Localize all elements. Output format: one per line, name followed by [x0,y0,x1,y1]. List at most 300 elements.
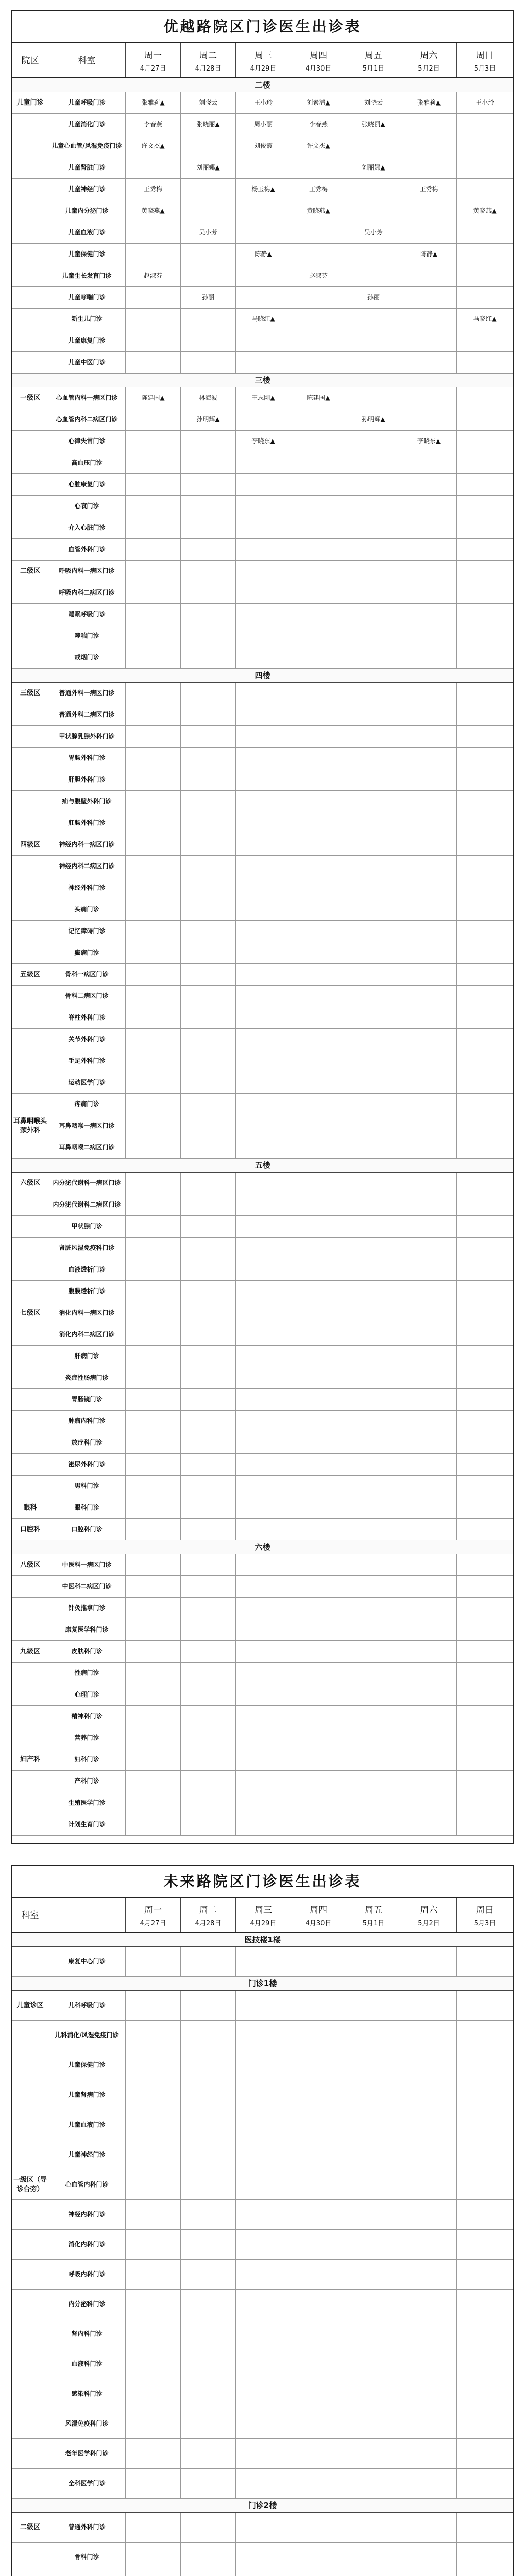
doctor-cell [291,2110,346,2140]
table-row [12,496,513,517]
header-cell [401,1898,457,1932]
floor-band: 五楼 [12,1159,513,1173]
doctor-cell [401,1173,457,1194]
doctor-cell [291,244,346,265]
header-cell [457,1898,513,1932]
header-date: 4月27日 [140,1920,166,1927]
doctor-cell [126,1259,181,1280]
header-cell [346,43,401,77]
doctor-cell [346,1497,401,1518]
doctor-cell [291,1050,346,1072]
doctor-cell [401,1137,457,1158]
doctor-cell [236,834,291,855]
area-cell [12,265,48,286]
doctor-cell [181,1684,236,1705]
doctor-cell [457,1259,513,1280]
table-row [12,1663,513,1684]
area-cell [12,1137,48,1158]
doctor-cell [236,539,291,560]
doctor-cell [401,517,457,538]
doctor-cell [457,1991,513,2020]
area-cell [12,1476,48,1497]
doctor-cell [126,431,181,452]
doctor-cell [126,517,181,538]
table-row [12,834,513,856]
table-row [12,1519,513,1540]
department-cell: 心衰门诊 [48,496,126,517]
doctor-cell [181,1173,236,1194]
doctor-cell [457,877,513,899]
doctor-cell [401,2319,457,2349]
table-row [12,1991,513,2021]
header-cell [457,43,513,77]
table-header [12,43,513,78]
header-weekday: 周三 [255,50,272,61]
doctor-cell [401,114,457,135]
doctor-cell [291,2469,346,2498]
header-date: 4月28日 [195,65,222,73]
doctor-cell: 李晓东▲ [236,431,291,452]
area-cell [12,352,48,373]
doctor-cell [401,409,457,430]
doctor-cell [236,921,291,942]
doctor-cell [401,539,457,560]
doctor-cell [291,2290,346,2319]
doctor-cell [126,1094,181,1115]
doctor-cell [236,517,291,538]
doctor-cell [346,2409,401,2438]
doctor-cell [457,2319,513,2349]
doctor-cell [291,474,346,495]
doctor-cell [346,834,401,855]
doctor-cell [401,1072,457,1093]
doctor-cell [401,1554,457,1575]
doctor-cell [181,986,236,1007]
doctor-cell: 张晓丽▲ [346,114,401,135]
doctor-cell [181,1576,236,1597]
doctor-cell [181,1094,236,1115]
doctor-cell: 刘丽娜▲ [181,157,236,178]
department-cell: 肝病门诊 [48,1346,126,1367]
department-cell: 心血管内科门诊 [48,2170,126,2199]
table-row [12,431,513,452]
doctor-cell [181,877,236,899]
doctor-cell [457,222,513,243]
doctor-cell [181,1346,236,1367]
department-cell: 针灸推拿门诊 [48,1598,126,1619]
doctor-cell [291,834,346,855]
doctor-cell [126,1727,181,1749]
doctor-cell [126,222,181,243]
doctor-cell [457,114,513,135]
area-cell [12,2469,48,2498]
doctor-cell [291,748,346,769]
department-cell: 儿童哮喘门诊 [48,287,126,308]
area-cell [12,1706,48,1727]
area-cell: 儿童门诊 [12,92,48,113]
header-weekday: 周日 [476,1905,494,1916]
doctor-cell [181,2409,236,2438]
area-cell [12,2439,48,2468]
department-cell: 耳鼻咽喉一病区门诊 [48,1115,126,1137]
doctor-cell [181,135,236,157]
doctor-cell: 孙明辉▲ [346,409,401,430]
doctor-cell [346,2290,401,2319]
floor-band: 四楼 [12,669,513,683]
header-cell [401,43,457,77]
doctor-cell [236,1727,291,1749]
doctor-cell [181,582,236,603]
table-row [12,1598,513,1619]
table-row [12,1259,513,1281]
doctor-cell [236,769,291,790]
doctor-cell [236,265,291,286]
doctor-cell [126,647,181,668]
department-cell: 消化内科门诊 [48,2230,126,2259]
doctor-cell [181,330,236,351]
doctor-cell [401,1519,457,1540]
doctor-cell [457,769,513,790]
sheet-title: 未来路院区门诊医生出诊表 [12,1866,513,1898]
header-weekday: 周三 [255,1905,272,1916]
table-row [12,539,513,561]
doctor-cell [181,856,236,877]
table-row [12,726,513,748]
area-cell [12,921,48,942]
area-cell: 耳鼻咽喉头颈外科 [12,1115,48,1137]
department-cell: 儿科呼吸门诊 [48,1991,126,2020]
doctor-cell [346,1454,401,1475]
doctor-cell [181,561,236,582]
doctor-cell [181,2050,236,2080]
doctor-cell [401,1432,457,1453]
doctor-cell [346,964,401,985]
department-cell: 儿童内分泌门诊 [48,200,126,222]
doctor-cell [401,2572,457,2576]
department-cell: 肝胆外科门诊 [48,769,126,790]
doctor-cell [291,1641,346,1662]
doctor-cell [236,1771,291,1792]
header-weekday: 周五 [365,1905,382,1916]
doctor-cell [126,1598,181,1619]
doctor-cell [181,1771,236,1792]
doctor-cell [236,899,291,920]
table-row [12,474,513,496]
doctor-cell [236,1454,291,1475]
doctor-cell [236,1684,291,1705]
doctor-cell [346,604,401,625]
doctor-cell [126,1519,181,1540]
doctor-cell [457,1771,513,1792]
area-cell [12,474,48,495]
doctor-cell [181,748,236,769]
area-cell [12,2110,48,2140]
doctor-cell [457,2140,513,2170]
doctor-cell [126,409,181,430]
doctor-cell [126,748,181,769]
doctor-cell [236,2230,291,2259]
doctor-cell [181,1432,236,1453]
department-cell: 康复中心门诊 [48,1947,126,1976]
doctor-cell [126,1684,181,1705]
doctor-cell [401,1684,457,1705]
department-cell: 儿童保健门诊 [48,244,126,265]
doctor-cell [291,582,346,603]
area-cell [12,1194,48,1215]
header-weekday: 周四 [310,1905,327,1916]
doctor-cell [346,387,401,409]
doctor-cell [346,877,401,899]
doctor-cell [181,2230,236,2259]
header-cell [48,43,126,77]
doctor-cell [457,625,513,647]
header-weekday: 周二 [199,1905,217,1916]
doctor-cell [401,1706,457,1727]
doctor-cell [236,1302,291,1324]
doctor-cell: 许文杰▲ [291,135,346,157]
doctor-cell [181,2543,236,2572]
table-row [12,1072,513,1094]
table-row [12,2260,513,2290]
doctor-cell [236,1814,291,1835]
doctor-cell [346,899,401,920]
doctor-cell [346,2379,401,2409]
doctor-cell [401,2200,457,2229]
table-row [12,2110,513,2140]
doctor-cell [236,2140,291,2170]
department-cell: 内分泌科门诊 [48,2290,126,2319]
doctor-cell [181,1947,236,1976]
doctor-cell [401,452,457,473]
doctor-cell [126,942,181,963]
department-cell: 肾脏风湿免疫科门诊 [48,1238,126,1259]
doctor-cell [346,561,401,582]
sheet-weilai [11,1865,514,2576]
doctor-cell [401,1771,457,1792]
area-cell [12,1454,48,1475]
doctor-cell [401,2290,457,2319]
doctor-cell [346,265,401,286]
doctor-cell [401,856,457,877]
doctor-cell [401,561,457,582]
doctor-cell [291,309,346,330]
doctor-cell [236,704,291,725]
table-row [12,92,513,114]
header-cell [181,1898,236,1932]
area-cell [12,2543,48,2572]
doctor-cell [457,474,513,495]
table-row [12,683,513,704]
doctor-cell [126,1050,181,1072]
table-row [12,704,513,726]
doctor-cell: 吴小芳 [346,222,401,243]
area-cell [12,1072,48,1093]
area-cell [12,942,48,963]
doctor-cell [346,625,401,647]
doctor-cell [346,2260,401,2289]
doctor-cell [236,2110,291,2140]
header-date: 4月28日 [195,1920,222,1927]
header-cell [346,1898,401,1932]
header-date: 5月3日 [473,65,496,73]
doctor-cell [346,1684,401,1705]
department-cell: 炎症性肠病门诊 [48,1367,126,1388]
doctor-cell [346,2230,401,2259]
doctor-cell [236,1389,291,1410]
doctor-cell [401,200,457,222]
doctor-cell [401,1497,457,1518]
doctor-cell [126,2110,181,2140]
department-cell: 儿童神经门诊 [48,2140,126,2170]
doctor-cell: 孙丽 [346,287,401,308]
department-cell: 疝与腹壁外科门诊 [48,791,126,812]
doctor-cell [126,2140,181,2170]
table-row [12,769,513,791]
department-cell: 儿童血液门诊 [48,222,126,243]
doctor-cell [457,2080,513,2110]
doctor-cell [181,539,236,560]
doctor-cell [236,2021,291,2050]
table-row [12,2290,513,2319]
header-date: 5月3日 [473,1920,496,1927]
doctor-cell [457,1749,513,1770]
doctor-cell [457,179,513,200]
doctor-cell [126,2513,181,2542]
header-date: 5月1日 [362,65,385,73]
doctor-cell [401,791,457,812]
area-cell: 妇产科 [12,1749,48,1770]
table-row [12,1007,513,1029]
doctor-cell: 吴小芳 [181,222,236,243]
doctor-cell [401,899,457,920]
floor-band: 二楼 [12,78,513,92]
doctor-cell [457,2170,513,2199]
department-cell: 儿科消化/风湿免疫门诊 [48,2021,126,2050]
doctor-cell [236,1947,291,1976]
doctor-cell [181,791,236,812]
doctor-cell [457,1302,513,1324]
doctor-cell [291,2572,346,2576]
department-cell [48,2572,126,2576]
table-row [12,1947,513,1977]
department-cell: 新生儿门诊 [48,309,126,330]
table-row [12,452,513,474]
doctor-cell [346,496,401,517]
doctor-cell [346,1216,401,1237]
doctor-cell [457,582,513,603]
doctor-cell [181,1991,236,2020]
doctor-cell [457,2050,513,2080]
doctor-cell [291,1432,346,1453]
area-cell: 儿童诊区 [12,1991,48,2020]
area-cell [12,726,48,747]
table-row [12,179,513,200]
doctor-cell [291,1706,346,1727]
doctor-cell [126,1115,181,1137]
doctor-cell [346,791,401,812]
doctor-cell [181,726,236,747]
table-row [12,921,513,942]
doctor-cell: 张雅莉▲ [126,92,181,113]
doctor-cell [236,1346,291,1367]
department-cell: 高血压门诊 [48,452,126,473]
doctor-cell [457,539,513,560]
doctor-cell [291,431,346,452]
doctor-cell [291,2260,346,2289]
doctor-cell [181,452,236,473]
area-cell: 三级区 [12,683,48,704]
doctor-cell [401,834,457,855]
doctor-cell [126,1476,181,1497]
doctor-cell [457,604,513,625]
doctor-cell [346,2349,401,2379]
doctor-cell [291,1115,346,1137]
table-row [12,561,513,582]
doctor-cell [291,683,346,704]
doctor-cell [457,431,513,452]
doctor-cell: 孙明辉▲ [181,409,236,430]
area-cell [12,1238,48,1259]
department-cell: 泌尿外科门诊 [48,1454,126,1475]
doctor-cell [126,2319,181,2349]
doctor-cell [457,1619,513,1640]
doctor-cell [346,135,401,157]
doctor-cell [346,1173,401,1194]
doctor-cell: 赵淑芬 [291,265,346,286]
header-date: 4月27日 [140,65,166,73]
floor-band: 医技楼1楼 [12,1933,513,1947]
doctor-cell [126,625,181,647]
doctor-cell [291,1281,346,1302]
doctor-cell [291,2170,346,2199]
doctor-cell [291,1749,346,1770]
doctor-cell [401,1324,457,1345]
doctor-cell [401,1367,457,1388]
header-weekday: 周四 [310,50,327,61]
doctor-cell [126,877,181,899]
doctor-cell [457,1389,513,1410]
department-cell: 呼吸内科门诊 [48,2260,126,2289]
floor-band: 三楼 [12,374,513,387]
doctor-cell [126,582,181,603]
doctor-cell [126,309,181,330]
doctor-cell [126,2050,181,2080]
doctor-cell [401,265,457,286]
doctor-cell: 林海波 [181,387,236,409]
doctor-cell [236,287,291,308]
department-cell: 生殖医学门诊 [48,1792,126,1814]
department-cell: 神经内科一病区门诊 [48,834,126,855]
table-row [12,1389,513,1411]
doctor-cell [291,2319,346,2349]
doctor-cell [401,330,457,351]
area-cell [12,2021,48,2050]
doctor-cell [291,409,346,430]
doctor-cell [346,1115,401,1137]
area-cell [12,1814,48,1835]
doctor-cell [291,1771,346,1792]
doctor-cell [181,2469,236,2498]
area-cell [12,1007,48,1028]
department-cell: 儿童神经门诊 [48,179,126,200]
doctor-cell [346,1238,401,1259]
doctor-cell [401,877,457,899]
doctor-cell [181,1389,236,1410]
doctor-cell [181,431,236,452]
area-cell: 六级区 [12,1173,48,1194]
doctor-cell [457,1727,513,1749]
doctor-cell: 李春燕 [291,114,346,135]
